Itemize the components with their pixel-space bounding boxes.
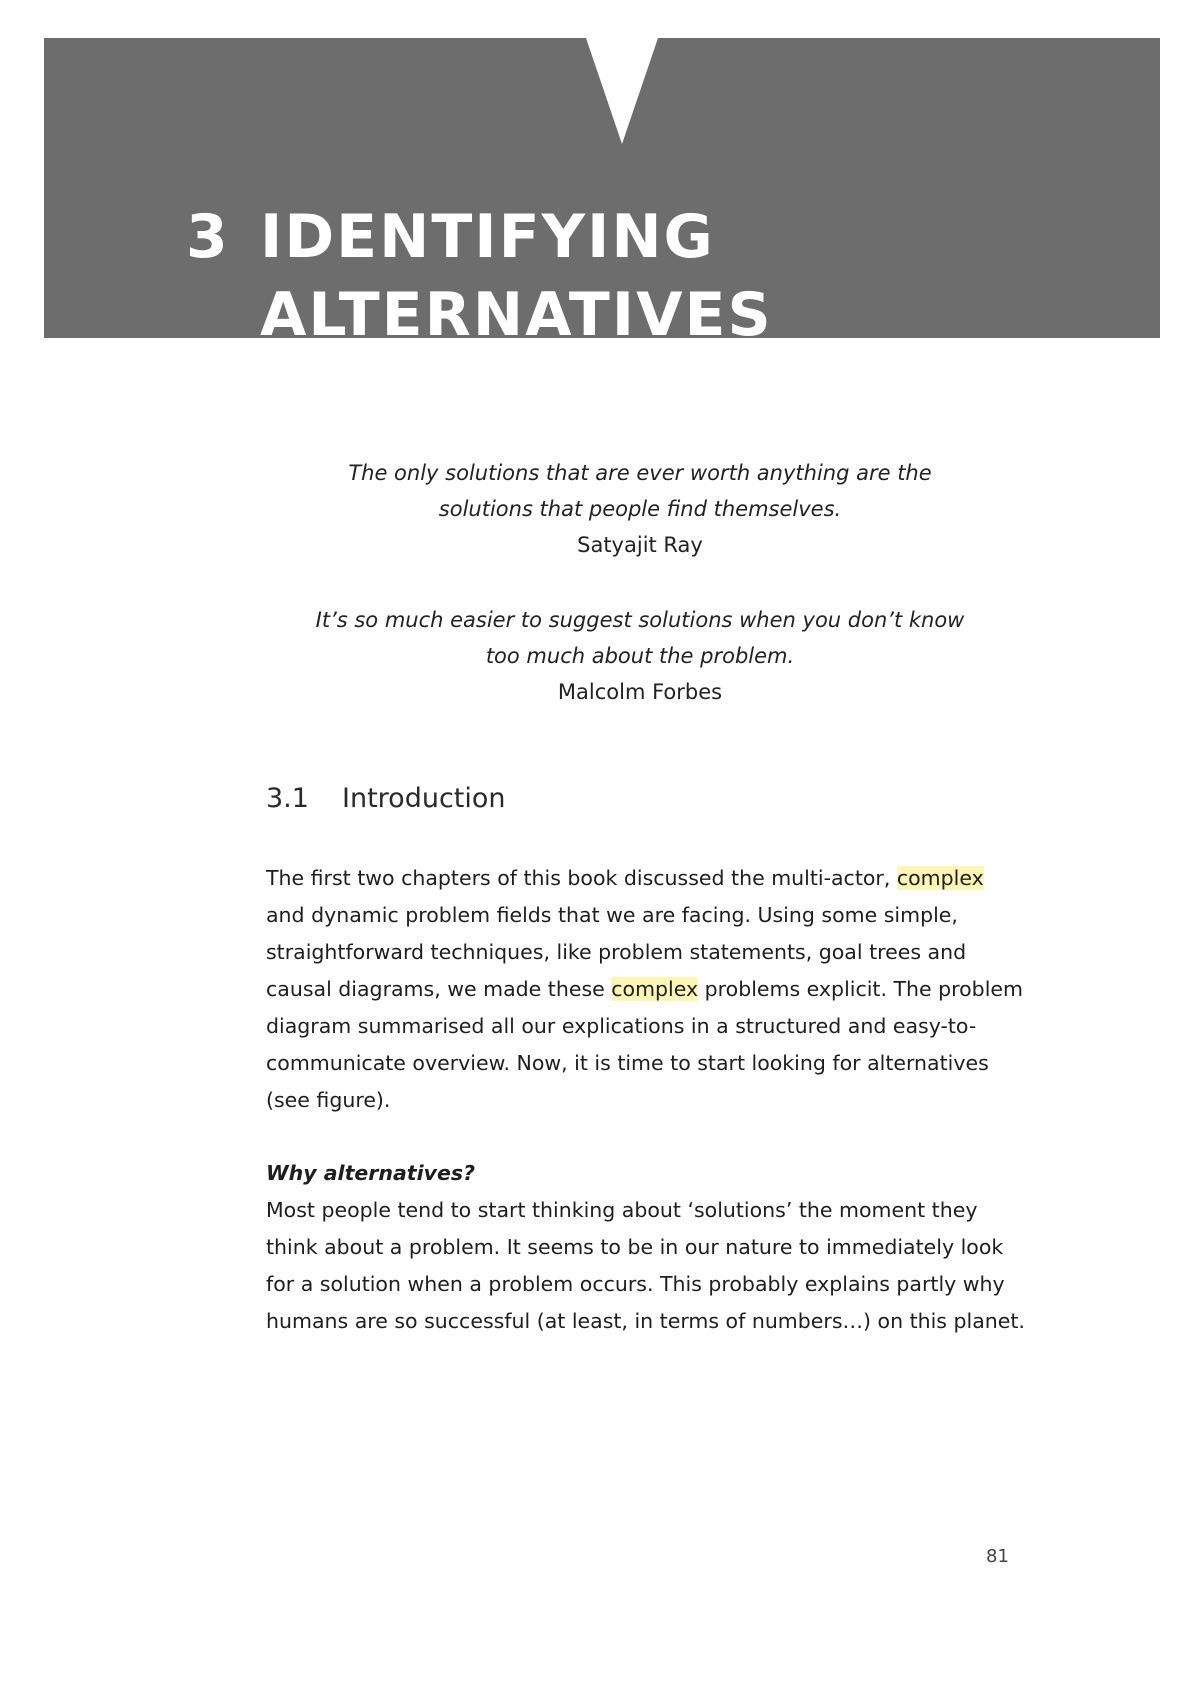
section-heading	[266, 783, 506, 814]
why-alternatives-paragraph	[266, 1155, 1026, 1340]
highlighted-term: complex	[896, 866, 984, 890]
paragraph-text: and dynamic problem fields that we are facing. Using some simple, straightforward techniques, like problem statements, goal trees and causal diagrams, we made these	[266, 903, 967, 1001]
quote-1-author: Satyajit Ray	[577, 533, 703, 557]
chapter-title-line2: ALTERNATIVES	[260, 280, 773, 338]
highlighted-term: complex	[611, 977, 699, 1001]
section-number: 3.1	[266, 783, 309, 814]
page-number: 81	[986, 1546, 1009, 1567]
quote-2-author: Malcolm Forbes	[557, 680, 723, 704]
quote-2-line-1: It’s so much easier to suggest solutions when you don’t know	[315, 608, 965, 632]
chapter-title-words	[260, 198, 773, 338]
chapter-number: 3	[186, 202, 230, 272]
quote-1-line-2: solutions that people find themselves.	[438, 497, 842, 521]
epigraph-quote-2	[280, 602, 1000, 710]
chapter-title-line1: IDENTIFYING	[260, 202, 715, 272]
paragraph-text: problems explicit. The problem diagram summarised all our explications in a structured and easy-to-communicate overview. Now, it is time to start looking for alternatives (see figure).	[266, 977, 1023, 1112]
banner-notch-triangle	[586, 38, 658, 144]
chapter-title	[186, 198, 773, 338]
paragraph-text: Most people tend to start thinking about ‘solutions’ the moment they think about a problem. It seems to be in our nature to immediately look for a solution when a problem occurs. This probably explains partly why humans are so successful (at least, in terms of numbers…) on this planet.	[266, 1198, 1025, 1333]
subheading-why-alternatives: Why alternatives?	[266, 1161, 475, 1185]
quote-2-line-2: too much about the problem.	[485, 644, 795, 668]
chapter-banner	[44, 38, 1160, 338]
epigraph-quote-1	[280, 455, 1000, 563]
paragraph-text: The first two chapters of this book discussed the multi-actor,	[266, 866, 897, 890]
intro-paragraph	[266, 860, 1026, 1119]
quote-1-line-1: The only solutions that are ever worth anything are the	[348, 461, 932, 485]
section-title: Introduction	[342, 783, 506, 814]
